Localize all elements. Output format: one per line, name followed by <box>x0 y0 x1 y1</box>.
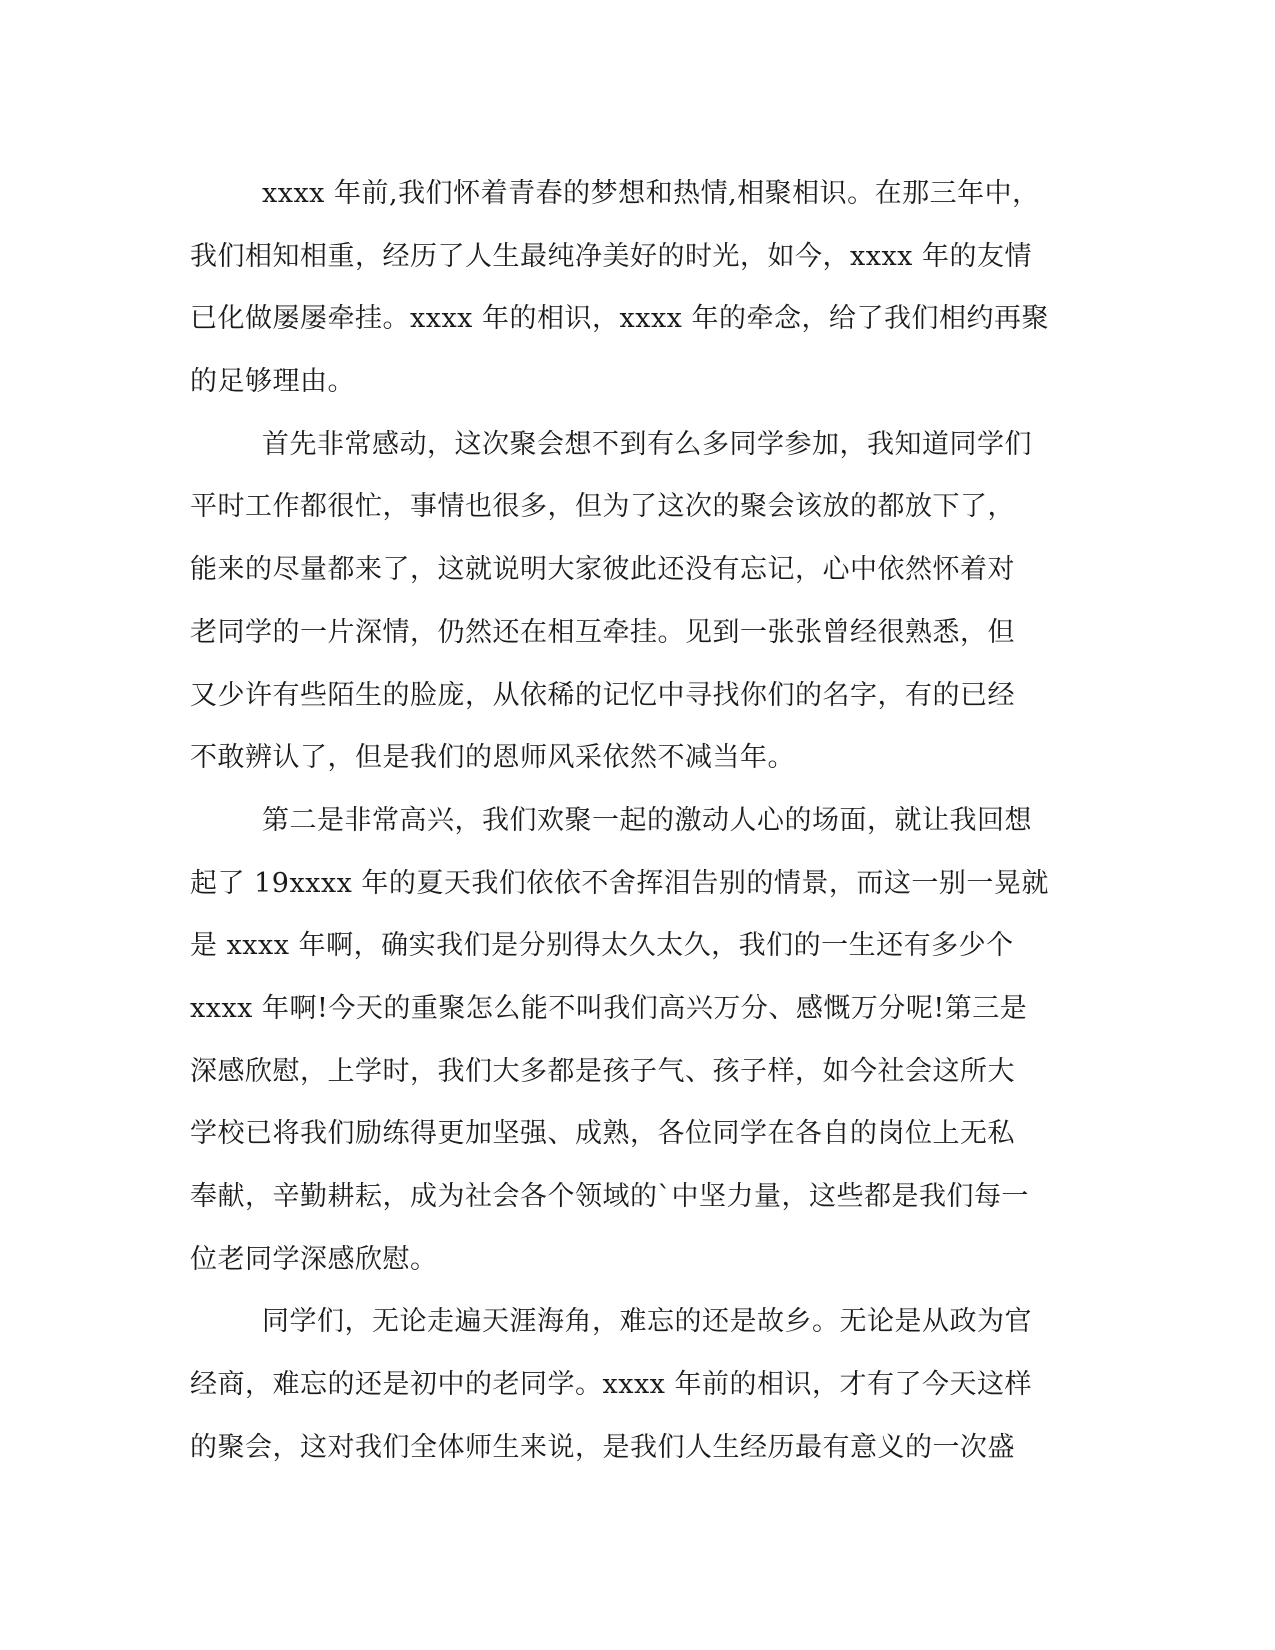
text-line: 首先非常感动，这次聚会想不到有么多同学参加，我知道同学们 <box>262 428 1032 460</box>
paragraph-1 <box>190 163 1080 414</box>
text-line: 已化做屡屡牵挂。xxxx 年的相识，xxxx 年的牵念，给了我们相约再聚 <box>190 303 1049 335</box>
paragraph-2 <box>190 414 1080 790</box>
text-line: 又少许有些陌生的脸庞，从依稀的记忆中寻找你们的名字，有的已经 <box>190 679 1015 711</box>
text-line: 经商，难忘的还是初中的老同学。xxxx 年前的相识，才有了今天这样 <box>190 1369 1032 1401</box>
text-line: 的聚会，这对我们全体师生来说，是我们人生经历最有意义的一次盛 <box>190 1431 1015 1463</box>
text-line: xxxx 年前,我们怀着青春的梦想和热情,相聚相识。在那三年中， <box>262 178 1040 209</box>
text-line: 位老同学深感欣慰。 <box>190 1243 438 1275</box>
text-line: 老同学的一片深情，仍然还在相互牵挂。见到一张张曾经很熟悉，但 <box>190 616 1015 648</box>
document-body <box>190 163 1080 1479</box>
text-line: 第二是非常高兴，我们欢聚一起的激动人心的场面，就让我回想 <box>262 804 1032 836</box>
text-line: 是 xxxx 年啊，确实我们是分别得太久太久，我们的一生还有多少个 <box>190 930 1014 962</box>
text-line: xxxx 年啊!今天的重聚怎么能不叫我们高兴万分、感慨万分呢!第三是 <box>190 992 1028 1024</box>
text-line: 的足够理由。 <box>190 366 355 398</box>
text-line: 深感欣慰，上学时，我们大多都是孩子气、孩子样，如今社会这所大 <box>190 1055 1015 1087</box>
text-line: 能来的尽量都来了，这就说明大家彼此还没有忘记，心中依然怀着对 <box>190 554 1015 586</box>
paragraph-3 <box>190 790 1080 1292</box>
paragraph-4 <box>190 1291 1080 1479</box>
text-line: 不敢辨认了，但是我们的恩师风采依然不减当年。 <box>190 742 795 774</box>
text-line: 我们相知相重，经历了人生最纯净美好的时光，如今，xxxx 年的友情 <box>190 240 1032 272</box>
text-line: 平时工作都很忙，事情也很多，但为了这次的聚会该放的都放下了， <box>190 491 1015 523</box>
text-line: 同学们，无论走遍天涯海角，难忘的还是故乡。无论是从政为官 <box>262 1306 1032 1338</box>
text-line: 学校已将我们励练得更加坚强、成熟，各位同学在各自的岗位上无私 <box>190 1118 1015 1150</box>
text-line: 奉献，辛勤耕耘，成为社会各个领域的`中坚力量，这些都是我们每一 <box>190 1181 1029 1212</box>
text-line: 起了 19xxxx 年的夏天我们依依不舍挥泪告别的情景，而这一别一晃就 <box>190 867 1049 899</box>
